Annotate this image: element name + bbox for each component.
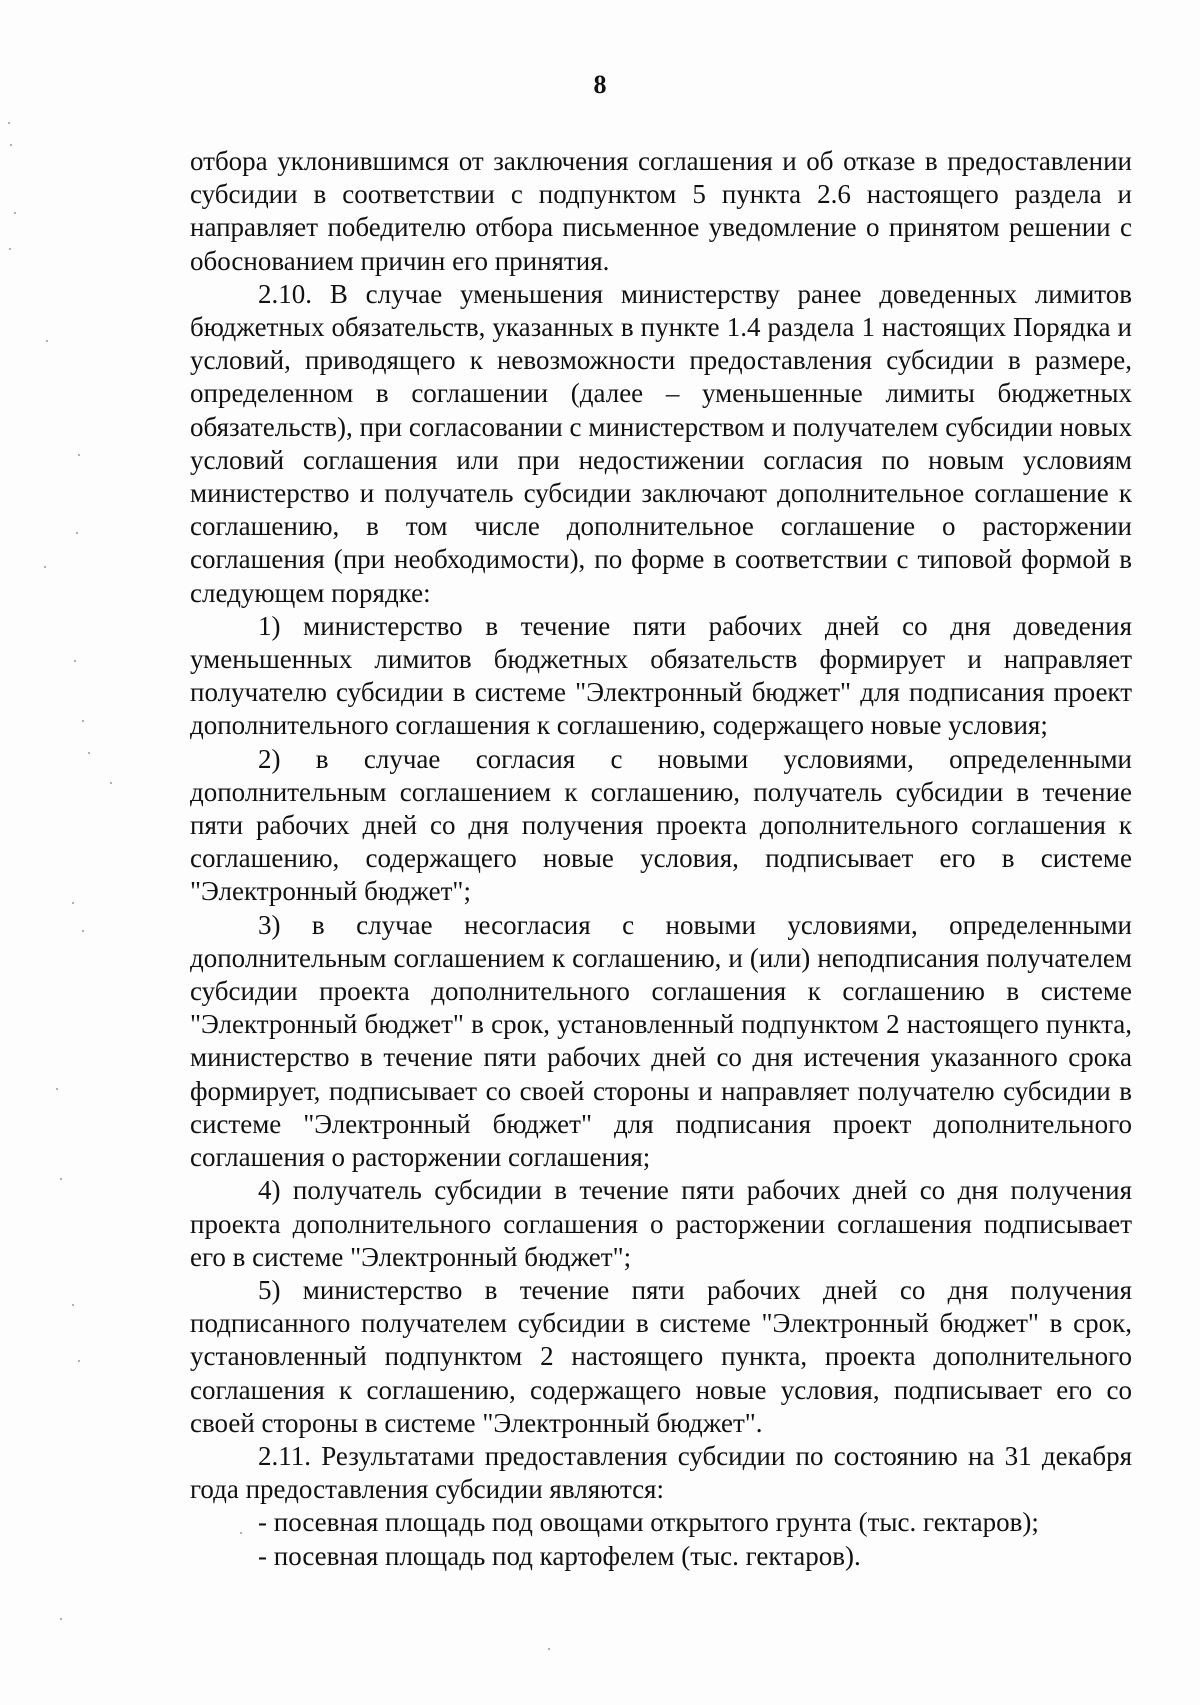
scan-speck	[548, 1648, 550, 1650]
scan-speck	[14, 212, 16, 214]
scan-speck	[82, 720, 84, 722]
scan-speck	[76, 532, 78, 534]
paragraph-item-5: 5) министерство в течение пяти рабочих дней со дня получения подписанного получателем субсидии в системе "Электронный бюджет" в срок, установленный подпунктом 2 настоящего пункта, проекта дополнительного соглашения к соглашению, содержащего новые условия, подписывает его со своей стороны в системе "Электронный бюджет".	[190, 1274, 1132, 1438]
paragraph-2-11: 2.11. Результатами предоставления субсидии по состоянию на 31 декабря года предоставления субсидии являются:	[190, 1440, 1132, 1505]
scan-speck	[46, 340, 48, 342]
scan-speck	[9, 248, 11, 250]
paragraph-2-10: 2.10. В случае уменьшения министерству ранее доведенных лимитов бюджетных обязательств, указанных в пункте 1.4 раздела 1 настоящих Порядка и условий, приводящего к невозможности предоставления субсидии в размере, определенном в соглашении (далее – уменьшенные лимиты бюджетных обязательств), при согласовании с министерством и получателем субсидии новых условий соглашения или при недостижении согласия по новым условиям министерство и получатель субсидии заключают дополнительное соглашение к соглашению, в том числе дополнительное соглашение о расторжении соглашения (при необходимости), по форме в соответствии с типовой формой в следующем порядке:	[190, 278, 1132, 608]
scan-speck	[72, 1304, 74, 1306]
scan-speck	[110, 782, 112, 784]
scan-speck	[74, 660, 76, 662]
scan-speck	[78, 454, 80, 456]
scan-speck	[88, 752, 90, 754]
scan-speck	[44, 566, 46, 568]
page-number: 8	[593, 70, 607, 99]
scan-speck	[8, 122, 10, 124]
scan-speck	[60, 1178, 62, 1180]
document-body	[190, 145, 1132, 1573]
paragraph-continuation: отбора уклонившимся от заключения соглашения и об отказе в предоставлении субсидии в соответствии с подпунктом 5 пункта 2.6 настоящего раздела и направляет победителю отбора письменное уведомление о принятом решении с обоснованием причин его принятия.	[190, 146, 1132, 276]
scan-speck	[240, 1532, 242, 1534]
scan-speck	[56, 1088, 58, 1090]
scan-speck	[82, 930, 84, 932]
paragraph-item-3: 3) в случае несогласия с новыми условиями, определенными дополнительным соглашением к соглашению, и (или) неподписания получателем субсидии проекта дополнительного соглашения к соглашению в системе "Электронный бюджет" в срок, установленный подпунктом 2 настоящего пункта, министерство в течение пяти рабочих дней со дня истечения указанного срока формирует, подписывает со своей стороны и направляет получателю субсидии в системе "Электронный бюджет" для подписания проект дополнительного соглашения о расторжении соглашения;	[190, 909, 1132, 1173]
paragraph-item-2: 2) в случае согласия с новыми условиями, определенными дополнительным соглашением к соглашению, получатель субсидии в течение пяти рабочих дней со дня получения проекта дополнительного соглашения к соглашению, содержащего новые условия, подписывает его в системе "Электронный бюджет";	[190, 743, 1132, 907]
paragraph-item-4: 4) получатель субсидии в течение пяти рабочих дней со дня получения проекта дополнительного соглашения о расторжении соглашения подписывает его в системе "Электронный бюджет";	[190, 1175, 1132, 1272]
result-item-potatoes: - посевная площадь под картофелем (тыс. гектаров).	[258, 1540, 861, 1571]
scan-speck	[10, 144, 12, 146]
scan-speck	[78, 1360, 80, 1362]
scan-speck	[60, 1618, 62, 1620]
scan-speck	[72, 902, 74, 904]
result-item-vegetables: - посевная площадь под овощами открытого грунта (тыс. гектаров);	[258, 1507, 1039, 1538]
paragraph-item-1: 1) министерство в течение пяти рабочих дней со дня доведения уменьшенных лимитов бюджетных обязательств формирует и направляет получателю субсидии в системе "Электронный бюджет" для подписания проект дополнительного соглашения к соглашению, содержащего новые условия;	[190, 610, 1132, 741]
